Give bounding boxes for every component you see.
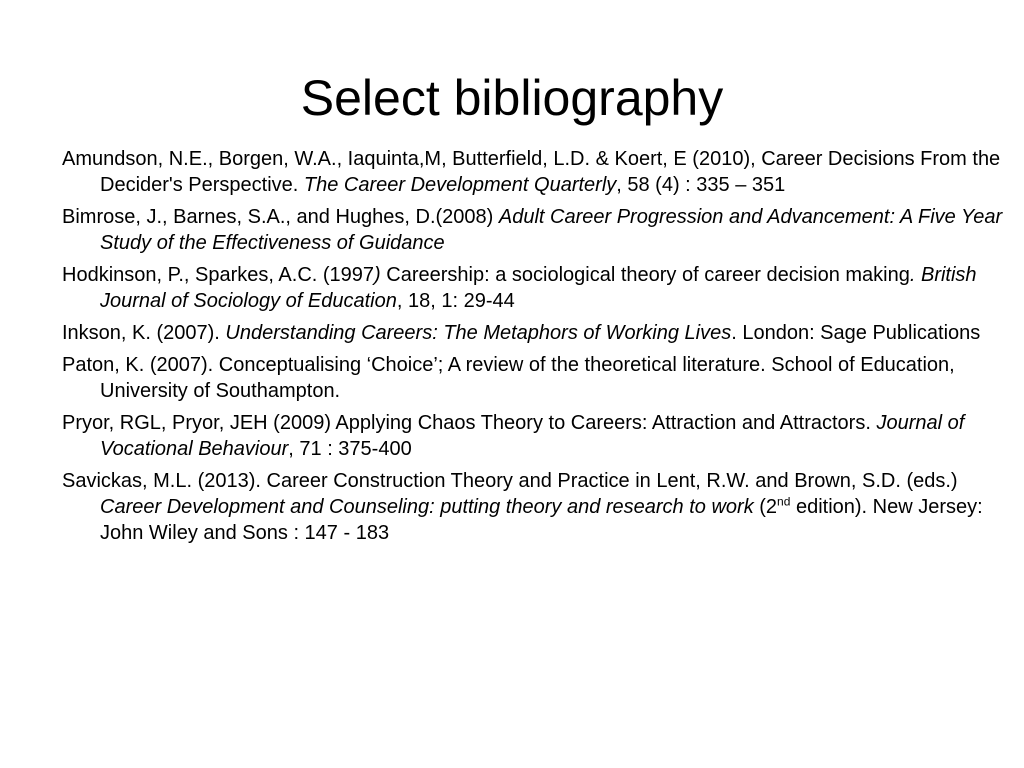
entry-title-italic: Adult Career Progression and Advancement: A Five Year Study of the Effectiveness of Guidance xyxy=(100,206,1003,254)
ordinal-suffix: nd xyxy=(777,494,791,509)
entry-text: Inkson, K. (2007). xyxy=(62,322,226,344)
bibliography-entry-savickas xyxy=(62,468,1007,546)
entry-italic-paren: ) xyxy=(374,264,381,286)
entry-text: (2 xyxy=(753,496,778,518)
bibliography-entry-inkson xyxy=(62,320,1007,346)
entry-title-italic: . British Journal of Sociology of Education xyxy=(100,264,977,312)
bibliography-list xyxy=(62,146,1007,552)
entry-text: , 71 : 375-400 xyxy=(288,438,412,460)
entry-text: edition). New Jersey: John Wiley and Sons : 147 - 183 xyxy=(100,496,983,544)
entry-title-italic: Career Development and Counseling: putting theory and research to work xyxy=(100,496,754,518)
bibliography-entry-amundson xyxy=(62,146,1007,198)
entry-text: . London: Sage Publications xyxy=(731,322,981,344)
entry-title-italic: The Career Development Quarterly xyxy=(303,174,617,196)
entry-text: Amundson, N.E., Borgen, W.A., Iaquinta,M, Butterfield, L.D. & Koert, E (2010), Career Decisions From the Decider's Perspective. xyxy=(62,148,1001,196)
entry-title-italic: Understanding Careers: The Metaphors of Working Lives xyxy=(225,322,732,344)
bibliography-entry-hodkinson xyxy=(62,262,1007,314)
entry-text: , 18, 1: 29-44 xyxy=(396,290,515,312)
entry-text: Pryor, RGL, Pryor, JEH (2009) Applying Chaos Theory to Careers: Attraction and Attractors. xyxy=(62,412,877,434)
entry-text: Paton, K. (2007). Conceptualising ‘Choice’; A review of the theoretical literature. School of Education, University of Southampton. xyxy=(62,354,955,402)
bibliography-entry-pryor xyxy=(62,410,1007,462)
bibliography-entry-paton xyxy=(62,352,1007,404)
slide-title: Select bibliography xyxy=(300,70,724,126)
entry-title-italic: Journal of Vocational Behaviour xyxy=(100,412,965,460)
entry-text: , 58 (4) : 335 – 351 xyxy=(616,174,786,196)
entry-text: Hodkinson, P., Sparkes, A.C. (1997 xyxy=(62,264,375,286)
entry-text: Careership: a sociological theory of career decision making xyxy=(380,264,910,286)
entry-text: Savickas, M.L. (2013). Career Construction Theory and Practice in Lent, R.W. and Brown, S.D. (eds.) xyxy=(62,470,958,492)
bibliography-entry-bimrose xyxy=(62,204,1007,256)
entry-text: Bimrose, J., Barnes, S.A., and Hughes, D.(2008) xyxy=(62,206,499,228)
